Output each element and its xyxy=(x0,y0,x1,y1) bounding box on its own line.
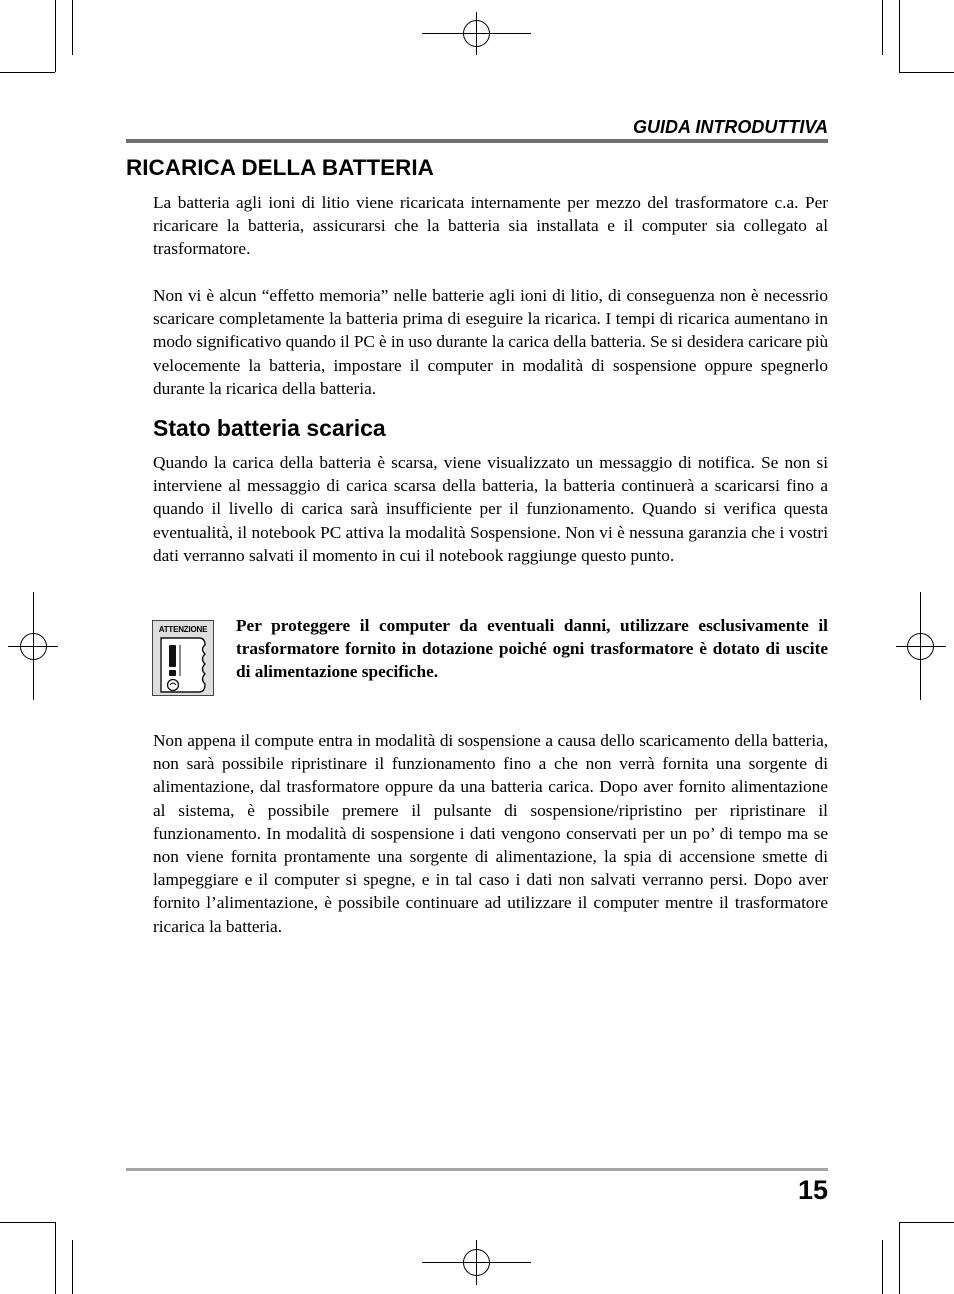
crop-mark-bottom-right xyxy=(883,1222,954,1294)
registration-mark-top xyxy=(422,12,531,55)
warning-label: ATTENZIONE xyxy=(158,625,208,634)
text-line: alimentazione, dal trasformatore oppure da una batteria carica. Dopo aver fornito alimentazione xyxy=(153,777,828,797)
text-line: Non appena il compute entra in modalità di sospensione a causa dello scaricamento della batteria, xyxy=(153,731,828,750)
footer-rule xyxy=(126,1168,828,1171)
text-line: lampeggiare e il computer si spegne, e in tal caso i dati non salvati verranno persi. Dopo aver xyxy=(153,870,828,890)
text-line: quando il livello di carica sarà insufficiente per il funzionamento. Quando si verifica questa xyxy=(153,499,828,519)
warning-text xyxy=(236,614,828,683)
registration-mark-right xyxy=(896,592,946,700)
text-line: eventualità, il notebook PC attiva la modalità Sospensione. Non vi è nessuna garanzia che i vostri xyxy=(153,522,828,542)
crop-mark-top-right xyxy=(883,0,954,73)
text-line: Per proteggere il computer da eventuali danni, utilizzare esclusivamente il xyxy=(236,616,828,635)
registration-mark-left xyxy=(8,592,58,700)
text-line: funzionamento. In modalità di sospensione i dati vengono conservati per un po’ di tempo ma se xyxy=(153,823,828,843)
text-line: modo significativo quando il PC è in uso durante la carica della batteria. Se si desidera caricare più xyxy=(153,332,828,352)
text-line: trasformatore. xyxy=(153,239,251,259)
text-line: velocemente la batteria, impostare il computer in modalità di sospensione oppure spegnerlo xyxy=(153,355,828,375)
running-header: GUIDA INTRODUTTIVA xyxy=(633,117,828,137)
text-line: Non vi è alcun “effetto memoria” nelle batterie agli ioni di litio, di conseguenza non è necessrio xyxy=(153,286,828,305)
text-line: Quando la carica della batteria è scarsa, viene visualizzato un messaggio di notifica. Se non si xyxy=(153,453,828,472)
section-heading: RICARICA DELLA BATTERIA xyxy=(126,155,434,180)
exclamation-sign-icon xyxy=(153,635,213,695)
text-line: dati verranno salvati il momento in cui il notebook raggiunge questo punto. xyxy=(153,545,675,565)
text-line: ricaricare la batteria, assicurarsi che la batteria sia installata e il computer sia collegato al xyxy=(153,216,828,236)
body-paragraph xyxy=(153,191,828,261)
warning-sign-icon xyxy=(152,620,214,696)
header-rule xyxy=(126,139,828,143)
text-line: durante la ricarica della batteria. xyxy=(153,378,377,398)
text-line: di alimentazione specifiche. xyxy=(236,662,439,681)
text-line: non sarà possibile ripristinare il funzionamento fino a che non verrà fornita una sorgente di xyxy=(153,754,828,774)
subsection-heading: Stato batteria scarica xyxy=(153,415,386,441)
body-paragraph xyxy=(153,451,828,567)
registration-mark-bottom xyxy=(422,1240,531,1285)
text-line: La batteria agli ioni di litio viene ricaricata internamente per mezzo del trasformatore c.a. Per xyxy=(153,193,828,212)
text-line: al sistema, è possibile premere il pulsante di sospensione/ripristino per ripristinare il xyxy=(153,800,828,820)
text-line: non viene fornita prontamente una sorgente di alimentazione, la spia di accensione smette di xyxy=(153,847,828,867)
text-line: interviene al messaggio di carica scarsa della batteria, la batteria continuerà a scaricarsi fino a xyxy=(153,476,828,496)
crop-mark-top-left xyxy=(0,0,73,73)
body-paragraph xyxy=(153,284,828,400)
text-line: scaricare completamente la batteria prima di eseguire la ricarica. I tempi di ricarica aumentano in xyxy=(153,309,828,329)
text-line: trasformatore fornito in dotazione poiché ogni trasformatore è dotato di uscite xyxy=(236,639,828,658)
page-number: 15 xyxy=(797,1175,828,1205)
text-line: ricarica la batteria. xyxy=(153,916,283,936)
text-line: fornito l’alimentazione, è possibile continuare ad utilizzare il computer mentre il trasformatore xyxy=(153,893,828,913)
body-paragraph xyxy=(153,729,828,938)
crop-mark-bottom-left xyxy=(0,1222,73,1294)
